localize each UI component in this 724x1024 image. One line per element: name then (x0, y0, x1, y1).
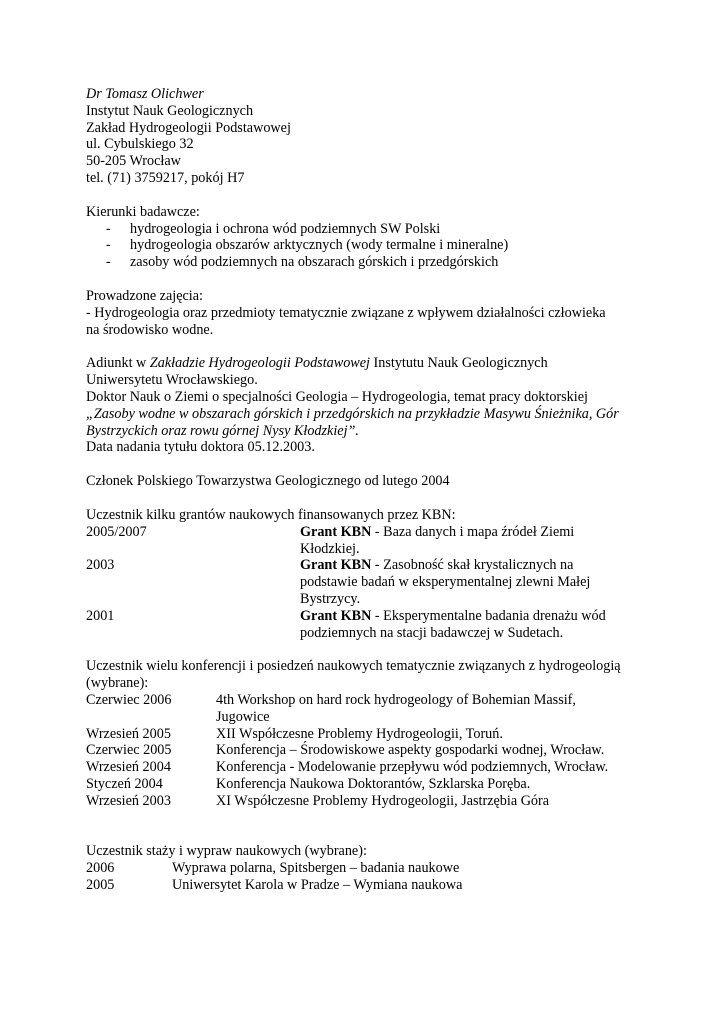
conference-row (86, 742, 646, 759)
conference-date: Wrzesień 2005 (86, 725, 171, 742)
classes-heading: Prowadzone zajęcia: (86, 287, 203, 304)
conference-row (86, 776, 646, 793)
conferences-section (86, 658, 646, 809)
conference-date: Wrzesień 2003 (86, 792, 171, 809)
conference-date: Czerwiec 2006 (86, 691, 172, 708)
author-name: Dr Tomasz Olichwer (86, 86, 204, 102)
city-address: 50-205 Wrocław (86, 153, 181, 170)
classes-text-line: - Hydrogeologia oraz przedmioty tematycznie związane z wpływem działalności człowieka (86, 304, 606, 321)
classes-section (86, 288, 646, 338)
list-item: - hydrogeologia i ochrona wód podziemnych SW Polski (86, 221, 646, 238)
grant-year: 2003 (86, 557, 115, 574)
doctorate-line: Doktor Nauk o Ziemi o specjalności Geologia – Hydrogeologia, temat pracy doktorskiej (86, 388, 588, 405)
grant-row (86, 608, 646, 642)
conference-date: Wrzesień 2004 (86, 759, 171, 776)
trip-description: Uniwersytet Karola w Pradze – Wymiana naukowa (172, 877, 463, 894)
list-item: - zasoby wód podziemnych na obszarach górskich i przedgórskich (86, 254, 646, 271)
street-address: ul. Cybulskiego 32 (86, 136, 194, 153)
conference-title: XII Współczesne Problemy Hydrogeologii, Toruń. (216, 725, 503, 742)
phone-number: tel. (71) 3759217, pokój H7 (86, 169, 245, 186)
trips-section (86, 843, 646, 893)
grant-row (86, 557, 646, 607)
research-section (86, 204, 646, 271)
thesis-title-line: „Zasoby wodne w obszarach górskich i przedgórskich na przykładzie Masywu Śnieżnika, Gór (86, 405, 619, 422)
grant-year: 2001 (86, 607, 115, 624)
research-heading: Kierunki badawcze: (86, 203, 200, 220)
trip-year: 2006 (86, 860, 115, 877)
grants-heading: Uczestnik kilku grantów naukowych finansowanych przez KBN: (86, 506, 456, 523)
classes-text-line: na środowisko wodne. (86, 321, 214, 338)
adjunct-line: Adiunkt w Zakładzie Hydrogeologii Podstawowej Instytutu Nauk Geologicznych (86, 355, 548, 372)
conference-row (86, 726, 646, 743)
conference-title: XI Współczesne Problemy Hydrogeologii, Jastrzębia Góra (216, 792, 550, 809)
conference-title: 4th Workshop on hard rock hydrogeology of Bohemian Massif, Jugowice (216, 691, 576, 725)
conference-title: Konferencja – Środowiskowe aspekty gospodarki wodnej, Wrocław. (216, 742, 605, 759)
conferences-heading-cont: (wybrane): (86, 675, 149, 692)
trip-year: 2005 (86, 877, 115, 894)
conference-row (86, 692, 646, 726)
conference-title: Konferencja - Modelowanie przepływu wód podziemnych, Wrocław. (216, 759, 609, 776)
trip-row (86, 877, 646, 894)
document-page (86, 86, 646, 894)
doctorate-date: Data nadania tytułu doktora 05.12.2003. (86, 439, 315, 456)
position-section (86, 355, 646, 456)
grant-description: Grant KBN - Baza danych i mapa źródeł Ziemi Kłodzkiej. (300, 523, 575, 557)
institute-name: Instytut Nauk Geologicznych (86, 102, 254, 119)
list-item: - hydrogeologia obszarów arktycznych (wody termalne i mineralne) (86, 237, 646, 254)
thesis-title-line: Bystrzyckich oraz rowu górnej Nysy Kłodzkiej”. (86, 422, 359, 439)
trip-description: Wyprawa polarna, Spitsbergen – badania naukowe (172, 860, 460, 877)
trips-heading: Uczestnik staży i wypraw naukowych (wybrane): (86, 843, 367, 860)
membership-line: Członek Polskiego Towarzystwa Geologicznego od lutego 2004 (86, 473, 450, 490)
grant-year: 2005/2007 (86, 523, 147, 540)
grants-section (86, 507, 646, 641)
trip-row (86, 860, 646, 877)
contact-block (86, 86, 646, 187)
grant-row (86, 524, 646, 558)
conference-date: Styczeń 2004 (86, 775, 163, 792)
university-line: Uniwersytetu Wrocławskiego. (86, 372, 258, 389)
department-name: Zakład Hydrogeologii Podstawowej (86, 119, 291, 136)
grant-description: Grant KBN - Zasobność skał krystalicznych na podstawie badań w eksperymentalnej zlewni Małej Bystrzycy. (300, 557, 591, 607)
conference-title: Konferencja Naukowa Doktorantów, Szklarska Poręba. (216, 775, 531, 792)
research-list (86, 221, 646, 271)
conference-row (86, 793, 646, 810)
conferences-heading: Uczestnik wielu konferencji i posiedzeń naukowych tematycznie związanych z hydrogeologią (86, 658, 621, 675)
conference-date: Czerwiec 2005 (86, 742, 172, 759)
grant-description: Grant KBN - Eksperymentalne badania drenażu wód podziemnych na stacji badawczej w Sudetach. (300, 607, 606, 641)
conference-row (86, 759, 646, 776)
